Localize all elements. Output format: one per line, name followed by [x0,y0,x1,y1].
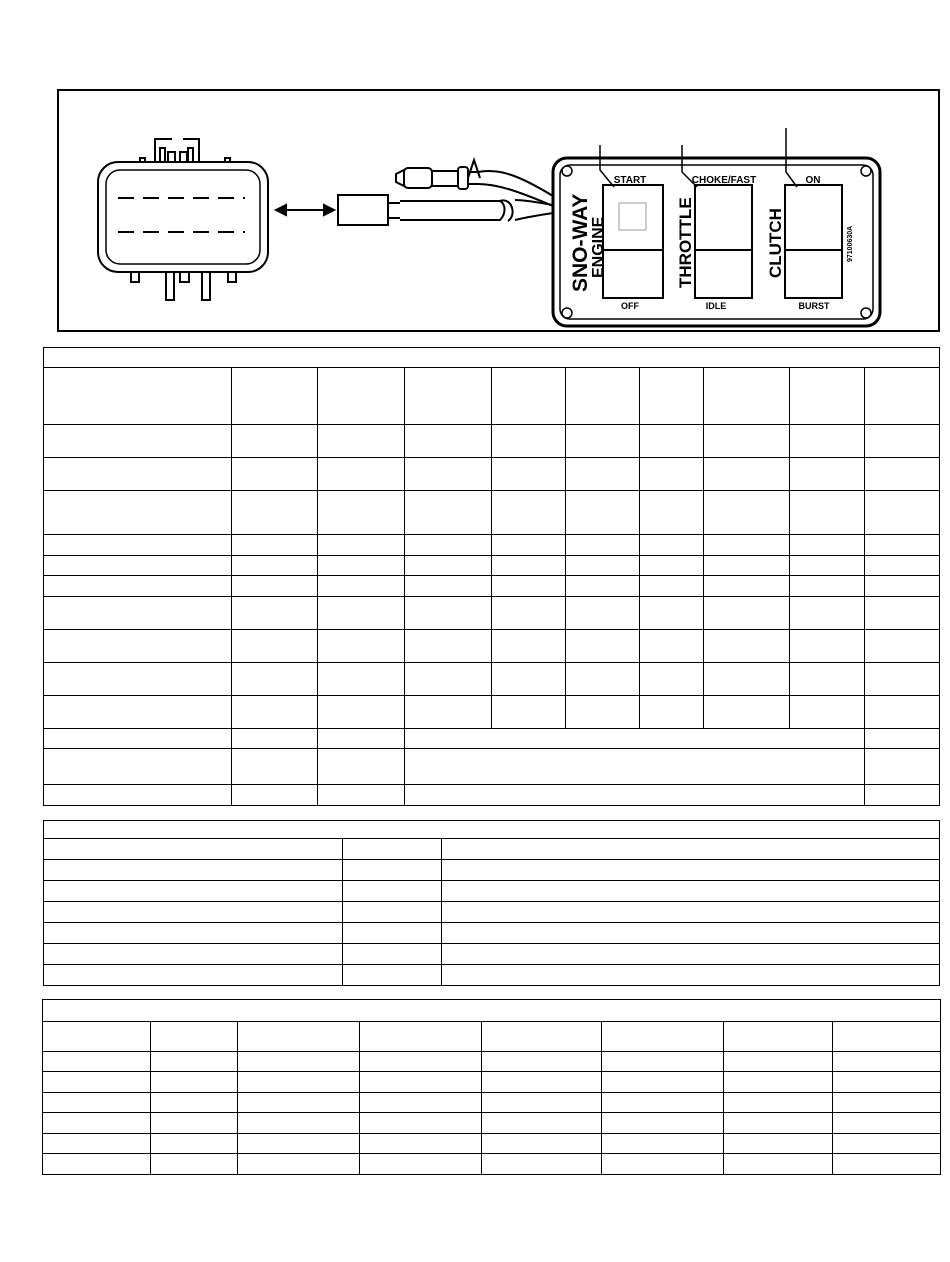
clutch-top-label: ON [805,175,821,186]
connection-arrow [276,205,334,215]
table-caption [43,1000,941,1022]
table-header-row [43,1022,941,1052]
table-caption [44,821,940,839]
parts-table [42,999,941,1175]
wiring-table [43,820,940,986]
table-row [44,576,940,597]
table-row [43,1093,941,1113]
table-row [44,923,940,944]
table-row [44,696,940,729]
table-row [44,535,940,556]
throttle-bottom-label: IDLE [705,301,727,311]
part-number: 97100630A [847,225,854,262]
table-row [44,630,940,663]
table-row [44,839,940,860]
table-row [44,749,940,785]
table-row [44,729,940,749]
diagram-frame [58,90,939,331]
mating-plug [338,195,553,225]
table-row [43,1113,941,1134]
throttle-switch[interactable] [695,185,752,298]
power-plug [396,160,553,206]
table-row [44,556,940,576]
table-header-row [44,368,940,425]
table-row [44,965,940,986]
table-row [43,1154,941,1175]
table-row [44,491,940,535]
table-caption [44,348,940,368]
table-row [44,860,940,881]
throttle-label: THROTTLE [676,197,695,288]
throttle-top-label: CHOKE/FAST [691,175,757,186]
engine-label: ENGINE [590,216,607,278]
table-row [44,902,940,923]
engine-top-label: START [613,175,647,186]
clutch-bottom-label: BURST [798,301,830,311]
wire-harness-connector [98,139,268,300]
control-panel-diagram [57,89,940,332]
table-row [44,881,940,902]
table-row [44,597,940,630]
clutch-label: CLUTCH [766,208,785,278]
table-row [44,944,940,965]
table-row [44,458,940,491]
table-row [43,1052,941,1072]
brand-label: SNO-WAY [569,193,592,292]
table-row [44,425,940,458]
table-row [44,663,940,696]
engine-switch[interactable] [603,185,663,298]
table-row [43,1134,941,1154]
table-row [43,1072,941,1093]
table-row [44,785,940,806]
clutch-switch[interactable] [785,185,842,298]
specifications-table [43,347,940,806]
engine-bottom-label: OFF [621,301,639,311]
